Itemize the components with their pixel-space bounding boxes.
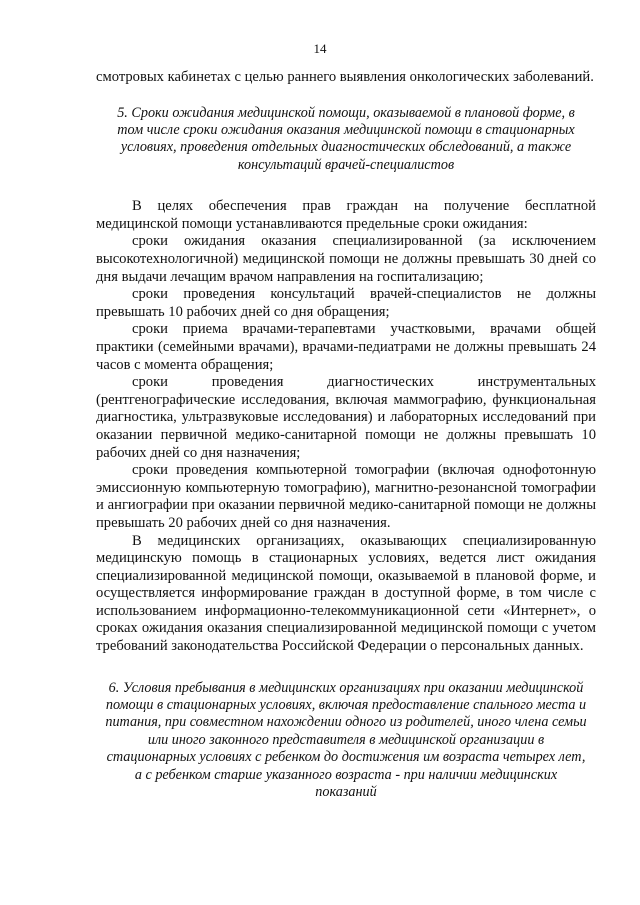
paragraph: сроки проведения диагностических инструментальных (рентгенографические исследования, включая маммографию, функциональная диагностика, ультразвуковые исследования) и лабораторных исследований при оказании первичной медико-санитарной помощи не должны превышать 10 рабочих дней со дня назначения;	[96, 374, 596, 461]
section-5-heading: 5. Сроки ожидания медицинской помощи, оказываемой в плановой форме, в том числе сроки ожидания оказания медицинской помощи в стационарных условиях, проведения отдельных диагностических обследований, а также консультаций врачей-специалистов	[117, 104, 575, 173]
paragraph: сроки проведения консультаций врачей-специалистов не должны превышать 10 рабочих дней со дня обращения;	[96, 286, 596, 320]
paragraph: сроки приема врачами-терапевтами участковыми, врачами общей практики (семейными врачами), врачами-педиатрами не должны превышать 24 часов с момента обращения;	[96, 321, 596, 373]
paragraph-continuation: смотровых кабинетах с целью раннего выявления онкологических заболеваний.	[96, 69, 594, 85]
page-number: 14	[313, 41, 327, 56]
paragraph: В медицинских организациях, оказывающих специализированную медицинскую помощь в стационарных условиях, ведется лист ожидания специализированной медицинской помощи, оказываемой в плановой форме, и осуществляется информирование граждан в доступной форме, в том числе с использованием информационно-телекоммуникационной сети «Интернет», о сроках ожидания оказания специализированной медицинской помощи с учетом требований законодательства Российской Федерации о персональных данных.	[96, 532, 596, 655]
document-body	[96, 69, 596, 802]
paragraph: сроки ожидания оказания специализированной (за исключением высокотехнологичной) медицинской помощи не должны превышать 30 дней со дня выдачи лечащим врачом направления на госпитализацию;	[96, 233, 596, 285]
paragraph: сроки проведения компьютерной томографии (включая однофотонную эмиссионную компьютерную томографию), магнитно-резонансной томографии и ангиографии при оказании первичной медико-санитарной помощи не должны превышать 20 рабочих дней со дня назначения.	[96, 462, 596, 531]
paragraph: В целях обеспечения прав граждан на получение бесплатной медицинской помощи устанавливаются предельные сроки ожидания:	[96, 198, 596, 232]
section-6-heading: 6. Условия пребывания в медицинских организациях при оказании медицинской помощи в стационарных условиях, включая предоставление спального места и питания, при совместном нахождении одного из родителей, иного члена семьи или иного законного представителя в медицинской организации в стационарных условиях с ребенком до достижения им возраста четырех лет, а с ребенком старше указанного возраста - при наличии медицинских показаний	[105, 679, 587, 801]
